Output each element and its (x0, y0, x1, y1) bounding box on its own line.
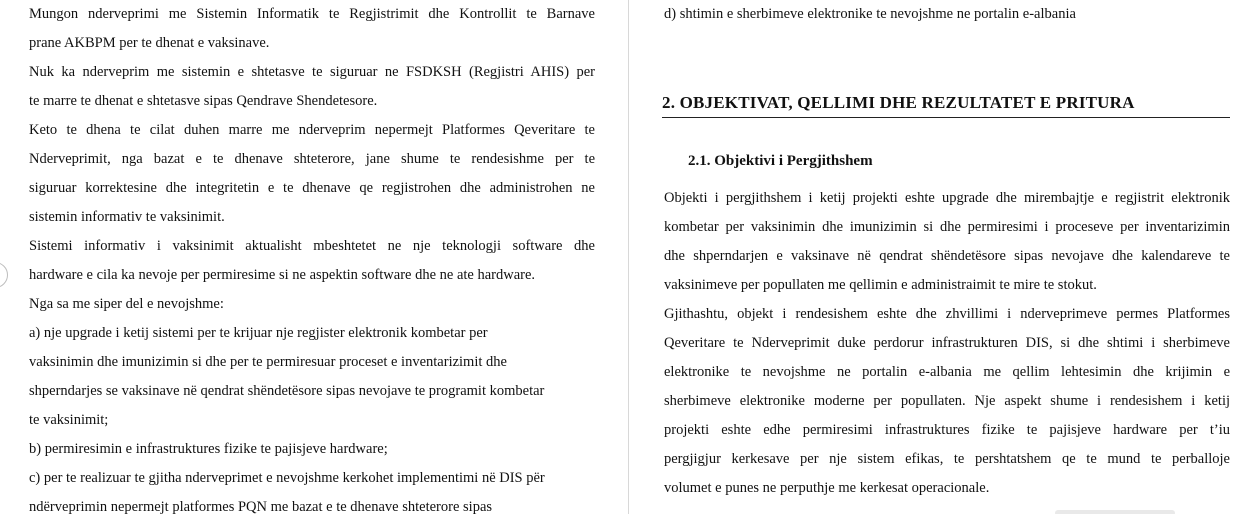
text-line: projekti eshte edhe permiresimi infrastruktures fizike te pajisjeve hardware per t’iu (664, 422, 1230, 438)
text-line: siguruar korrektesine dhe integritetin e te dhenave qe regjistrohen dhe administrohen ne (29, 180, 595, 196)
text-line: c) per te realizuar te gjitha nderveprimet e nevojshme kerkohet implementimi në DIS për (29, 470, 545, 486)
text-line: shperndarjes se vaksinave në qendrat shëndetësore sipas nevojave te programit kombetar (29, 383, 545, 399)
text-line: pergjigjur kerkesave per nje sistem efikas, te pershtatshem qe te mund te perballoje (664, 451, 1230, 467)
text-line: Gjithashtu, objekt i rendesishem eshte dhe zhvillimi i nderveprimeve permes Platformes (664, 306, 1230, 322)
text-line: Nuk ka nderveprim me sistemin e shtetasve te siguruar ne FSDKSH (Regjistri AHIS) per (29, 64, 595, 80)
text-line: prane AKBPM per te dhenat e vaksinave. (29, 35, 270, 51)
text-line: a) nje upgrade i ketij sistemi per te krijuar nje regjister elektronik kombetar per (29, 325, 488, 341)
text-line: te marre te dhenat e shtetasve sipas Qendrave Shendetesore. (29, 93, 378, 109)
text-line: Nga sa me siper del e nevojshme: (29, 296, 224, 312)
text-line: dhe shperndarjen e vaksinave në qendrat shëndetësore sipas nevojave dhe kalendareve te (664, 248, 1230, 264)
right-top-text (664, 0, 1230, 29)
text-line: Keto te dhena te cilat duhen marre me nderveprim nepermejt Platformes Qeveritare te (29, 122, 595, 138)
text-line: te vaksinimit; (29, 412, 109, 428)
text-line: volumet e punes ne perputhje me kerkesat operacionale. (664, 480, 990, 496)
text-line: elektronike te nevojshme ne portalin e-albania me qellim lehtesimin dhe krijimin e (664, 364, 1230, 380)
text-line: sistemin informativ te vaksinimit. (29, 209, 225, 225)
text-line: sherbimeve elektronike moderne per popullaten. Nje aspekt shume i rendesishem i ketij (664, 393, 1230, 409)
text-line: Objekti i pergjithshem i ketij projekti eshte upgrade dhe mirembajtje e regjistrit elektronik (664, 190, 1230, 206)
text-line: ndërveprimin nepermejt platformes PQN me bazat e te dhenave shteterore sipas (29, 499, 493, 514)
text-line: hardware e cila ka nevoje per permiresime si ne aspektin software dhe ne ate hardware. (29, 267, 536, 283)
text-line: Mungon nderveprimi me Sistemin Informatik te Regjistrimit dhe Kontrollit te Barnave (29, 6, 595, 22)
right-body-text (664, 184, 1230, 503)
text-line: d) shtimin e sherbimeve elektronike te nevojshme ne portalin e-albania (664, 6, 1076, 22)
text-line: kombetar per vaksinimin dhe imunizimin si dhe permiresimi i proceseve per inventarizimin (664, 219, 1230, 235)
left-body-text (29, 0, 595, 514)
text-line: Sistemi informativ i vaksinimit aktualisht mbeshtetet ne nje teknologji software dhe (29, 238, 595, 254)
text-line: b) permiresimin e infrastruktures fizike te pajisjeve hardware; (29, 441, 388, 457)
text-line: Qeveritare te Nderveprimit duke perdorur infrastrukturen DIS, si dhe shtimi i sherbimeve (664, 335, 1230, 351)
text-line: vaksinimin dhe imunizimin si dhe per te permiresuar proceset e inventarizimit dhe (29, 354, 507, 370)
page-edge-shadow (1055, 510, 1175, 514)
section-heading: 2. OBJEKTIVAT, QELLIMI DHE REZULTATET E PRITURA (662, 90, 1230, 118)
subsection-heading: 2.1. Objektivi i Pergjithshem (688, 153, 873, 169)
text-line: Nderveprimit, nga bazat e te dhenave shteterore, jane shume te rendesishme per te (29, 151, 595, 167)
text-line: vaksinimeve per popullaten me qellimin e administraimit te mire te stokut. (664, 277, 1097, 293)
margin-comment-marker[interactable] (0, 262, 8, 288)
document-page-right (632, 0, 1237, 514)
